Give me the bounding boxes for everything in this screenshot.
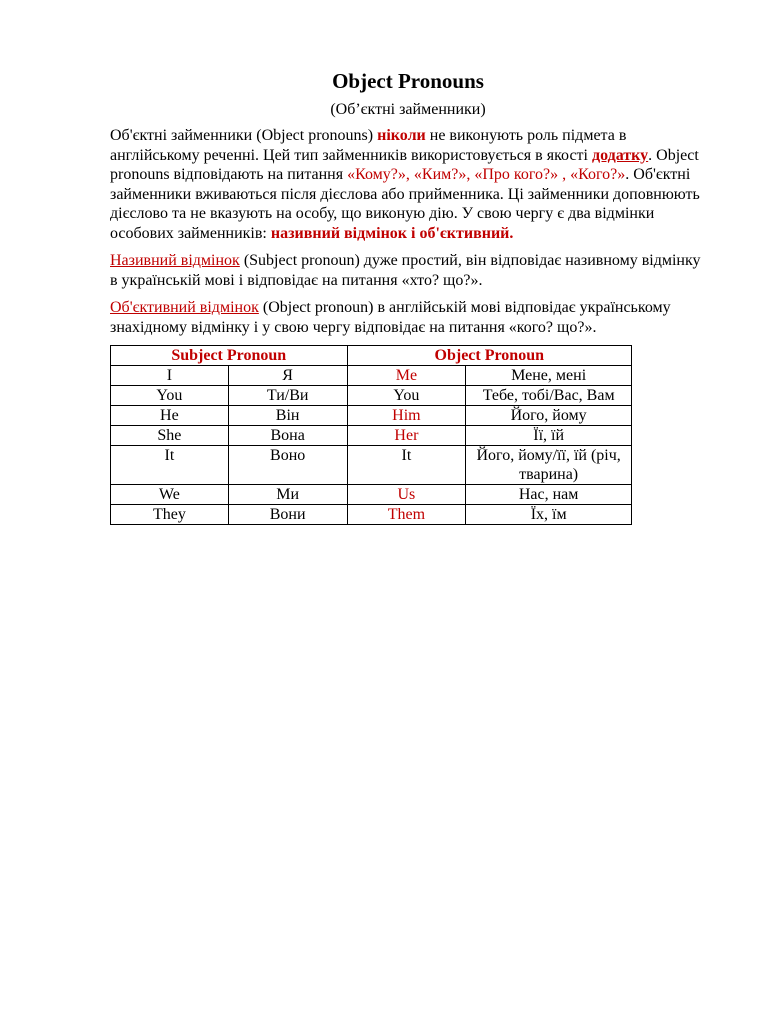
- intro-text-1: Об'єктні займенники (Object pronouns): [110, 127, 378, 144]
- subject-pronoun-cell: They: [111, 505, 229, 525]
- nominative-paragraph: [110, 251, 706, 290]
- object-translation-cell: Його, йому/її, їй (річ, тварина): [466, 446, 632, 485]
- table-row: [111, 485, 632, 505]
- table-row: [111, 505, 632, 525]
- intro-text-2: не виконують роль підмета в англійському реченні. Цей тип займенників використовується в якості: [110, 127, 627, 164]
- intro-emphasis-object: додатку: [591, 146, 649, 164]
- intro-questions: «Кому?», «Ким?», «Про кого?» , «Кого?»: [347, 166, 626, 183]
- subject-translation-cell: Вони: [228, 505, 347, 525]
- object-pronoun-cell: You: [347, 386, 466, 406]
- intro-paragraph: [110, 126, 706, 243]
- subject-translation-cell: Ми: [228, 485, 347, 505]
- document-page: [110, 66, 706, 525]
- object-pronoun-cell: Us: [347, 485, 466, 505]
- intro-text-4: . Об'єктні займенники вживаються після дієслова або прийменника. Ці займенники доповнюють дієслово та не вказують на особу, що виконую дію. У свою чергу є два відмінки особових займенників:: [110, 166, 700, 242]
- subject-translation-cell: Ти/Ви: [228, 386, 347, 406]
- pronoun-table: [110, 345, 632, 525]
- object-pronoun-cell: Her: [347, 426, 466, 446]
- page-subtitle: (Об’єктні займенники): [330, 101, 486, 118]
- subject-translation-cell: Вона: [228, 426, 347, 446]
- subject-pronoun-cell: It: [111, 446, 229, 485]
- table-row: [111, 366, 632, 386]
- object-translation-cell: Нас, нам: [466, 485, 632, 505]
- objective-case-link[interactable]: Об'єктивний відмінок: [110, 299, 259, 316]
- object-translation-cell: Тебе, тобі/Вас, Вам: [466, 386, 632, 406]
- table-row: [111, 446, 632, 485]
- nominative-text: (Subject pronoun) дуже простий, він відповідає називному відмінку в українській мові і відповідає на питання «хто? що?».: [110, 252, 701, 289]
- nominative-case-link[interactable]: Називний відмінок: [110, 252, 240, 269]
- object-pronoun-cell: Him: [347, 406, 466, 426]
- subject-pronoun-header: Subject Pronoun: [111, 346, 348, 366]
- subject-translation-cell: Він: [228, 406, 347, 426]
- object-translation-cell: Їх, їм: [466, 505, 632, 525]
- object-pronoun-header: Object Pronoun: [347, 346, 631, 366]
- object-pronoun-cell: Me: [347, 366, 466, 386]
- intro-text-3: . Object pronouns відповідають на питання: [110, 146, 699, 183]
- object-translation-cell: Його, йому: [466, 406, 632, 426]
- table-row: [111, 406, 632, 426]
- table-header-row: [111, 346, 632, 366]
- objective-paragraph: [110, 298, 706, 337]
- subject-translation-cell: Я: [228, 366, 347, 386]
- subject-pronoun-cell: He: [111, 406, 229, 426]
- objective-text: (Object pronoun) в англійській мові відповідає українському знахідному відмінку і у свою чергу відповідає на питання «кого? що?».: [110, 299, 671, 336]
- subject-pronoun-cell: We: [111, 485, 229, 505]
- table-row: [111, 426, 632, 446]
- object-pronoun-cell: Them: [347, 505, 466, 525]
- intro-emphasis-never: ніколи: [377, 127, 426, 144]
- object-translation-cell: Мене, мені: [466, 366, 632, 386]
- subject-translation-cell: Воно: [228, 446, 347, 485]
- table-row: [111, 386, 632, 406]
- pronoun-table-body: [111, 366, 632, 525]
- object-translation-cell: Її, їй: [466, 426, 632, 446]
- subject-pronoun-cell: She: [111, 426, 229, 446]
- object-pronoun-cell: It: [347, 446, 466, 485]
- subject-pronoun-cell: You: [111, 386, 229, 406]
- subject-pronoun-cell: I: [111, 366, 229, 386]
- intro-emphasis-cases: називний відмінок і об'єктивний.: [270, 224, 514, 242]
- page-title: Object Pronouns: [332, 69, 484, 93]
